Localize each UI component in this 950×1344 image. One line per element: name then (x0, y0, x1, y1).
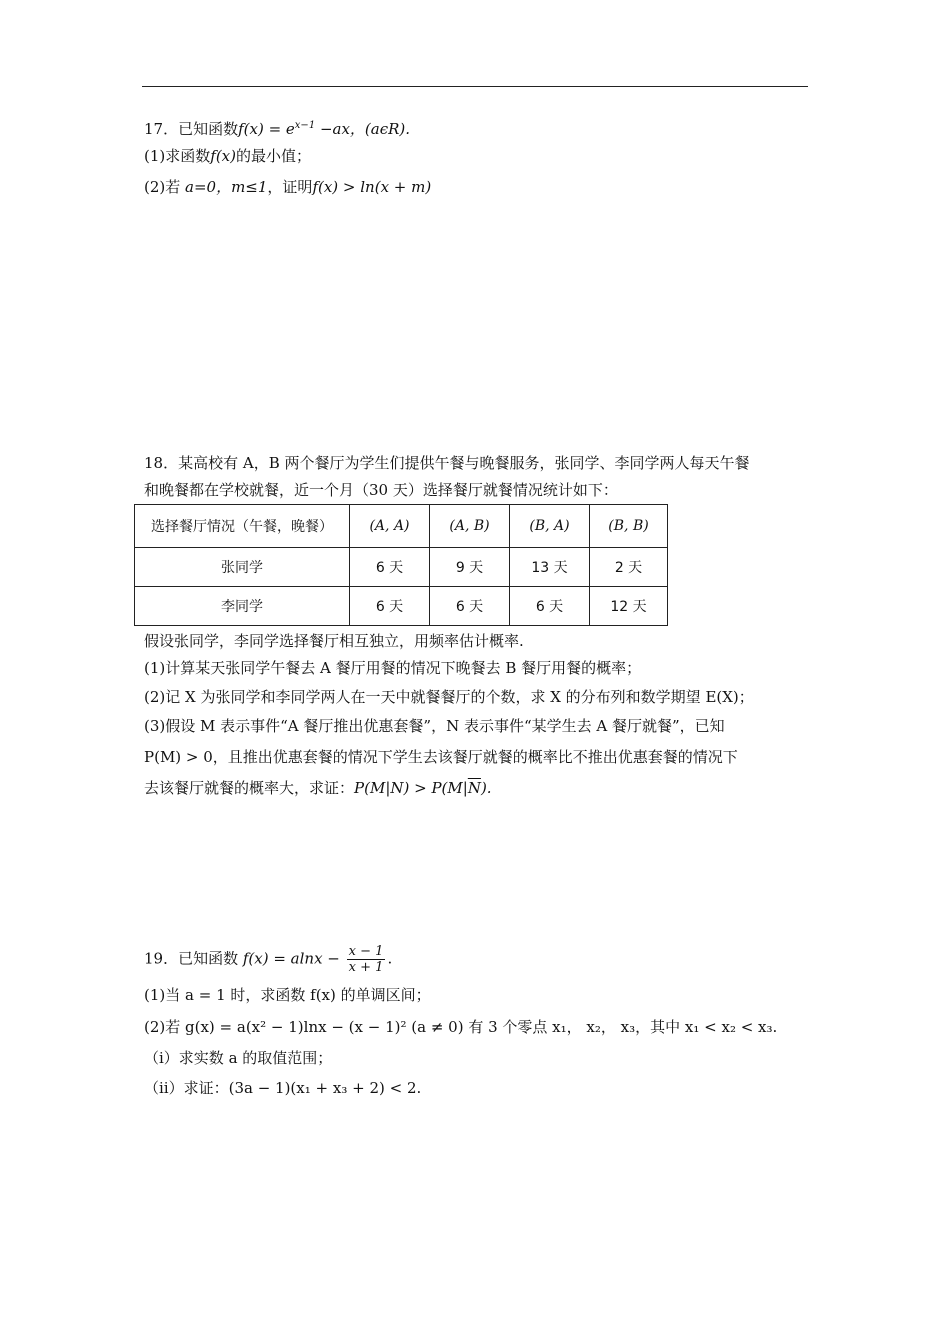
q19-stem: 19．已知函数 f(x) = alnx − $\frac{x - 1}{x + 1}$ . (144, 944, 393, 975)
q18-part3-line1: (3)假设 M 表示事件“A 餐厅推出优惠套餐”，N 表示事件“某学生去 A 餐厅就餐”，已知 (144, 717, 725, 735)
q19-sub-ii: （ⅱ）求证：(3a − 1)(x₁ + x₃ + 2) < 2. (144, 1079, 422, 1097)
table-cell: 张同学 (135, 548, 350, 587)
dining-choice-table (134, 504, 668, 626)
q17-stem: 17．已知函数$f(x) = e^{x-1} -ax$，(aϵR). (144, 120, 411, 138)
table-cell: 6 天 (430, 587, 510, 626)
q18-part3-line2: P(M) > 0，且推出优惠套餐的情况下学生去该餐厅就餐的概率比不推出优惠套餐的情况下 (144, 748, 738, 766)
table-header-cell: (A, A) (350, 505, 430, 548)
table-cell: 6 天 (350, 548, 430, 587)
table-cell: 2 天 (590, 548, 668, 587)
table-row (135, 548, 668, 587)
q19-fraction: $\frac{x - 1}{x + 1}$ (348, 944, 384, 975)
table-header-row (135, 505, 668, 548)
q18-assumption: 假设张同学，李同学选择餐厅相互独立，用频率估计概率. (144, 632, 524, 650)
table-header-cell: (B, B) (590, 505, 668, 548)
table-row (135, 587, 668, 626)
table-cell: 6 天 (350, 587, 430, 626)
q19-sub-i: （ⅰ）求实数 a 的取值范围； (144, 1049, 333, 1067)
table-cell: 李同学 (135, 587, 350, 626)
q19-part1: (1)当 a = 1 时，求函数 f(x) 的单调区间； (144, 986, 431, 1004)
q17-part1: (1)求函数f(x)的最小值； (144, 147, 311, 165)
q18-part1: (1)计算某天张同学午餐去 A 餐厅用餐的情况下晚餐去 B 餐厅用餐的概率； (144, 659, 642, 677)
table-cell: 9 天 (430, 548, 510, 587)
table-header-cell: (A, B) (430, 505, 510, 548)
table-header-cell: 选择餐厅情况（午餐，晚餐） (135, 505, 350, 548)
table-cell: 6 天 (510, 587, 590, 626)
q18-part2: (2)记 X 为张同学和李同学两人在一天中就餐餐厅的个数，求 X 的分布列和数学期望 E(X)； (144, 688, 754, 706)
q17-part2: (2)若 a=0，m≤1，证明f(x) > ln(x + m) (144, 178, 432, 196)
header-rule (142, 86, 808, 87)
q18-stem-line2: 和晚餐都在学校就餐，近一个月（30 天）选择餐厅就餐情况统计如下： (144, 481, 618, 499)
table-cell: 13 天 (510, 548, 590, 587)
table-cell: 12 天 (590, 587, 668, 626)
q18-part3-line3: 去该餐厅就餐的概率大，求证：$P(M|N) > P(M|\overline{N})$. (144, 779, 492, 797)
q18-stem-line1: 18．某高校有 A，B 两个餐厅为学生们提供午餐与晚餐服务，张同学、李同学两人每天午餐 (144, 454, 750, 472)
table-header-cell: (B, A) (510, 505, 590, 548)
q19-part2: (2)若 g(x) = a(x² − 1)lnx − (x − 1)² (a ≠ 0) 有 3 个零点 x₁， x₂， x₃，其中 x₁ < x₂ < x₃. (144, 1018, 778, 1036)
